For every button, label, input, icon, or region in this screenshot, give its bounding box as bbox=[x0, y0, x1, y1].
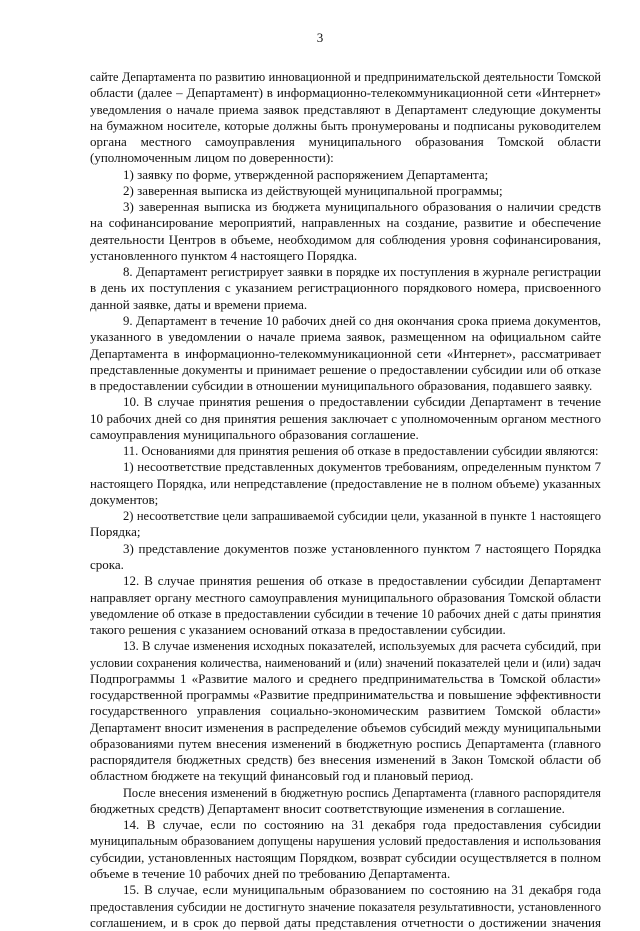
text-line: областном бюджете на текущий финансовый год и плановый период. bbox=[90, 768, 474, 784]
text-line: 3) заверенная выписка из бюджета муниципального образования о наличии средств bbox=[123, 199, 601, 215]
text-line: 2) заверенная выписка из действующей муниципальной программы; bbox=[123, 182, 503, 198]
text-line: данной заявке, даты и времени приема. bbox=[90, 296, 308, 312]
text-line: Департамент вносит изменения в распределение объемов субсидий между муниципальными bbox=[90, 720, 601, 735]
text-line: образованиями путем внесения изменений в бюджетную роспись Департамента (главного bbox=[90, 735, 601, 751]
text-line: документов; bbox=[90, 491, 159, 507]
text-line: 13. В случае изменения исходных показателей, используемых для расчета субсидий, при bbox=[123, 639, 601, 654]
text-line: бюджетных средств) Департамент вносит соответствующие изменения в соглашение. bbox=[90, 800, 565, 816]
text-line: муниципальным образованием допущены нарушения условий предоставления и использования bbox=[90, 834, 601, 849]
text-line: 10 рабочих дней со дня принятия решения заключает с уполномоченным органом местного bbox=[90, 410, 601, 426]
text-line: 1) несоответствие представленных документов требованиям, определенным пунктом 7 bbox=[123, 460, 601, 475]
text-line: 11. Основаниями для принятия решения об отказе в предоставлении субсидии являются: bbox=[123, 444, 599, 459]
text-line: сайте Департамента по развитию инновационной и предпринимательской деятельности Томской bbox=[90, 70, 601, 84]
text-line: 8. Департамент регистрирует заявки в порядке их поступления в журнале регистрации bbox=[123, 265, 601, 280]
body-text bbox=[90, 69, 601, 931]
text-line: 9. Департамент в течение 10 рабочих дней со дня окончания срока приема документов, bbox=[123, 313, 601, 328]
text-line: указанного в уведомлении о начале приема заявок, размещенном на официальном сайте bbox=[90, 329, 601, 345]
text-line: Порядка; bbox=[90, 524, 141, 540]
text-line: субсидии, установленных настоящим Порядком, возврат субсидии осуществляется в полном bbox=[90, 850, 601, 865]
text-line: уведомления о начале приема заявок представляют в Департамент следующие документы bbox=[90, 101, 601, 117]
text-line: области (далее – Департамент) в информационно-телекоммуникационной сети «Интернет» bbox=[90, 85, 601, 101]
text-line: на софинансирование мероприятий, направленных на создание, развитие и обеспечение bbox=[90, 215, 601, 231]
text-line: Департамента в информационно-телекоммуникационной сети «Интернет», рассматривает bbox=[90, 345, 601, 361]
text-line: в предоставлении субсидии в отношении муниципального образования, подавшего заявку. bbox=[90, 378, 593, 394]
text-line: государственного управления социально-экономическим развитием Томской области» bbox=[90, 703, 601, 719]
text-line: органа местного самоуправления муниципального образования Томской области bbox=[90, 134, 601, 150]
text-line: условии сохранения количества, наименований и (или) значений показателей цели и (или) задач bbox=[90, 655, 601, 670]
text-line: установленного пунктом 4 настоящего Порядка. bbox=[90, 247, 358, 263]
text-line: соглашением, и в срок до первой даты представления отчетности о достижении значения bbox=[90, 914, 601, 930]
text-line: направляет органу местного самоуправления муниципального образования Томской области bbox=[90, 590, 601, 605]
text-line: После внесения изменений в бюджетную роспись Департамента (главного распорядителя bbox=[123, 785, 601, 800]
text-line: 12. В случае принятия решения об отказе в предоставлении субсидии Департамент bbox=[123, 573, 601, 589]
text-line: срока. bbox=[90, 556, 124, 572]
text-line: распорядителя бюджетных средств) без внесения изменений в Закон Томской области об bbox=[90, 752, 601, 768]
text-line: Подпрограммы 1 «Развитие малого и среднего предпринимательства в Томской области» bbox=[90, 670, 601, 686]
text-line: настоящего Порядка, или непредставление (предоставление не в полном объеме) указанных bbox=[90, 475, 601, 491]
text-line: деятельности Центров в объеме, необходимом для соблюдения уровня софинансирования, bbox=[90, 231, 601, 247]
text-line: 3) представление документов позже установленного пунктом 7 настоящего Порядка bbox=[123, 540, 601, 556]
text-line: на бумажном носителе, которые должны быть пронумерованы и подписаны руководителем bbox=[90, 117, 601, 133]
text-line: представленные документы и принимает решение о предоставлении субсидии или об отказе bbox=[90, 362, 601, 377]
text-line: 10. В случае принятия решения о предоставлении субсидии Департамент в течение bbox=[123, 394, 601, 410]
text-line: 15. В случае, если муниципальным образованием по состоянию на 31 декабря года bbox=[123, 882, 601, 898]
text-line: самоуправления муниципального образования соглашение. bbox=[90, 426, 419, 442]
text-line: (уполномоченным лицом по доверенности): bbox=[90, 150, 334, 166]
text-line: объеме в течение 10 рабочих дней по требованию Департамента. bbox=[90, 866, 451, 882]
text-line: государственной программы «Развитие предпринимательства и повышение эффективности bbox=[90, 687, 601, 703]
text-line: 2) несоответствие цели запрашиваемой субсидии цели, указанной в пункте 1 настоящего bbox=[123, 509, 601, 524]
page-number: 3 bbox=[316, 30, 324, 45]
text-line: уведомление об отказе в предоставлении субсидии в течение 10 рабочих дней с даты принятия bbox=[90, 606, 601, 621]
text-line: 1) заявку по форме, утвержденной распоряжением Департамента; bbox=[123, 166, 489, 182]
text-line: такого решения с указанием оснований отказа в предоставлении субсидии. bbox=[90, 622, 506, 638]
text-line: в день их поступления с указанием регистрационного порядкового номера, присвоенного bbox=[90, 280, 601, 296]
text-line: предоставления субсидии не достигнуто значение показателя результативности, установленного bbox=[90, 899, 601, 914]
text-line: 14. В случае, если по состоянию на 31 декабря года предоставления субсидии bbox=[123, 817, 601, 833]
